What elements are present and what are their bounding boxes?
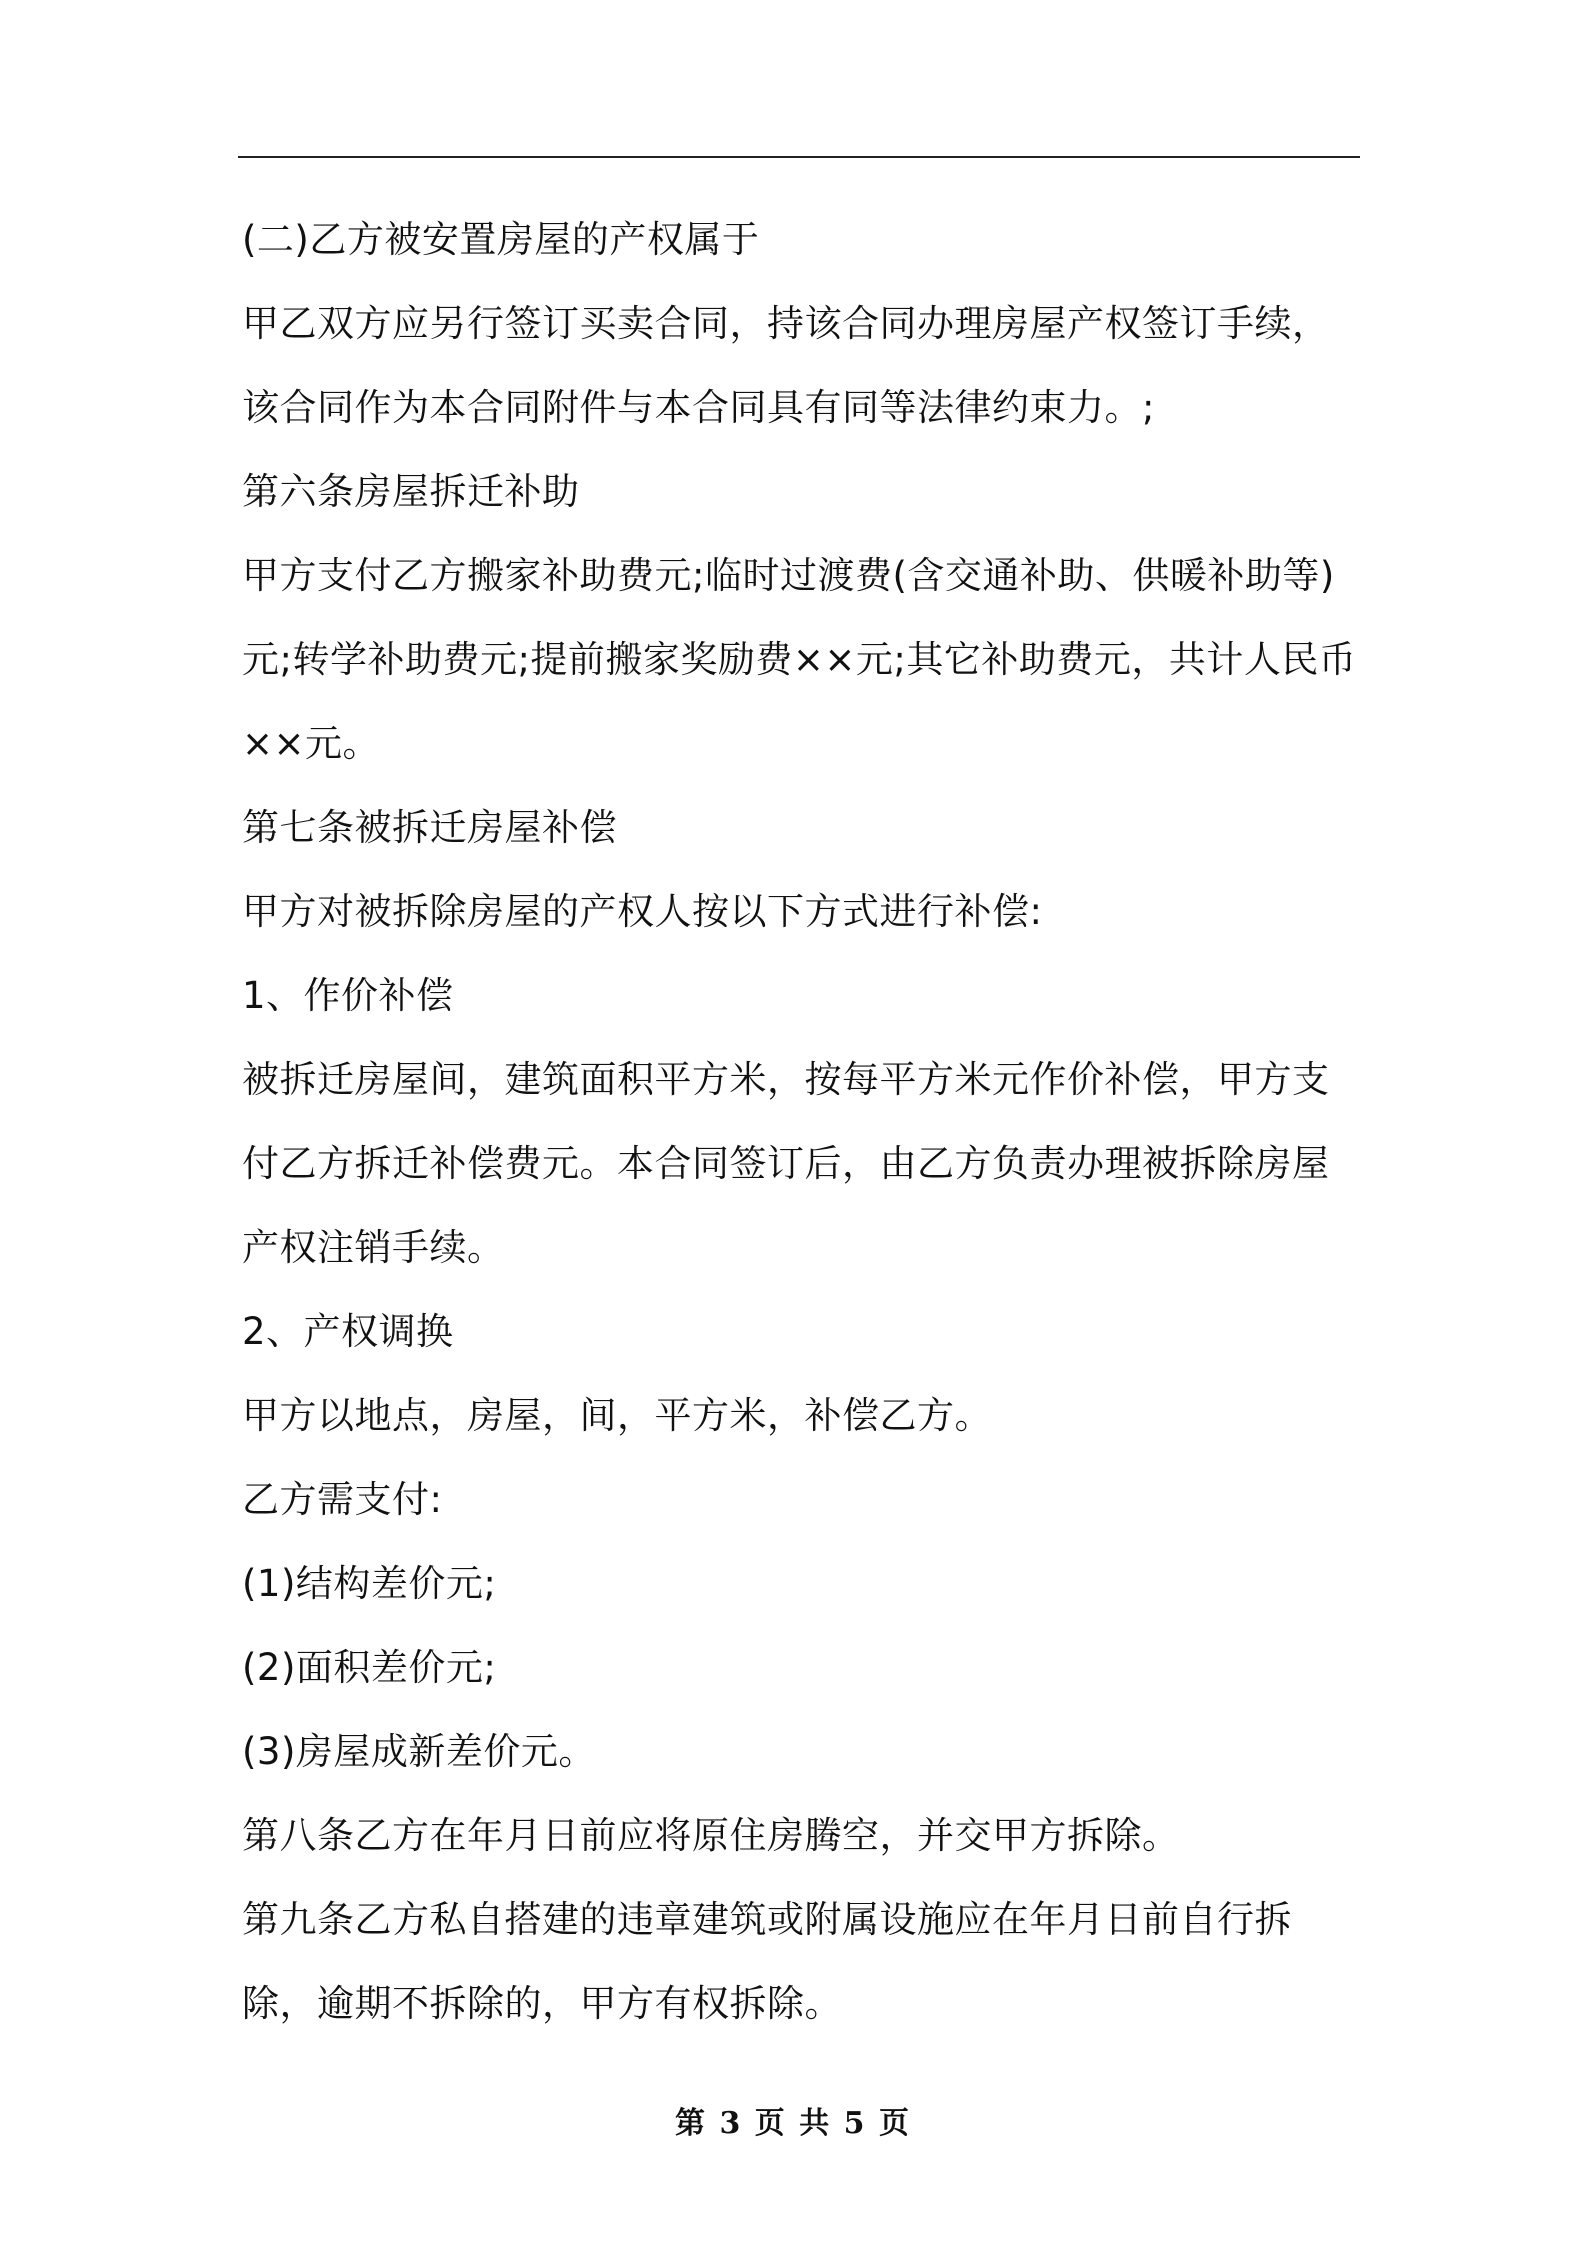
- paragraph-resettlement-property: (二)乙方被安置房屋的产权属于: [242, 218, 760, 261]
- heading-article-6: 第六条房屋拆迁补助: [242, 470, 580, 513]
- item-property-exchange: 2、产权调换: [242, 1310, 454, 1353]
- heading-article-7: 第七条被拆迁房屋补偿: [242, 806, 617, 849]
- paragraph-sales-contract: 甲乙双方应另行签订买卖合同，持该合同办理房屋产权签订手续，该合同作为本合同附件与本合同具有同等法律约束力。;: [242, 302, 1330, 429]
- paragraph-subsidies: 甲方支付乙方搬家补助费元;临时过渡费(含交通补助、供暖补助等)元;转学补助费元;提前搬家奖励费××元;其它补助费元，共计人民币××元。: [242, 554, 1357, 765]
- header-rule: [238, 156, 1360, 158]
- heading-article-9: 第九条乙方私自搭建的违章建筑或附属设施应在年月日前自行拆除，逾期不拆除的，甲方有权拆除。: [242, 1898, 1292, 2025]
- paragraph-valuation-details: 被拆迁房屋间，建筑面积平方米，按每平方米元作价补偿，甲方支付乙方拆迁补偿费元。本合同签订后，由乙方负责办理被拆除房屋产权注销手续。: [242, 1058, 1330, 1269]
- item-newness-difference: (3)房屋成新差价元。: [242, 1730, 596, 1773]
- document-body: [242, 198, 1364, 2046]
- paragraph-party-b-payment: 乙方需支付:: [242, 1478, 443, 1521]
- item-valuation-compensation: 1、作价补偿: [242, 974, 454, 1017]
- paragraph-compensation-method: 甲方对被拆除房屋的产权人按以下方式进行补偿:: [242, 890, 1043, 933]
- page-number-footer: 第 3 页 共 5 页: [675, 2106, 911, 2141]
- heading-article-8: 第八条乙方在年月日前应将原住房腾空，并交甲方拆除。: [242, 1814, 1180, 1857]
- paragraph-exchange-details: 甲方以地点，房屋，间，平方米，补偿乙方。: [242, 1394, 992, 1437]
- item-area-difference: (2)面积差价元;: [242, 1646, 497, 1689]
- item-structure-difference: (1)结构差价元;: [242, 1562, 497, 1605]
